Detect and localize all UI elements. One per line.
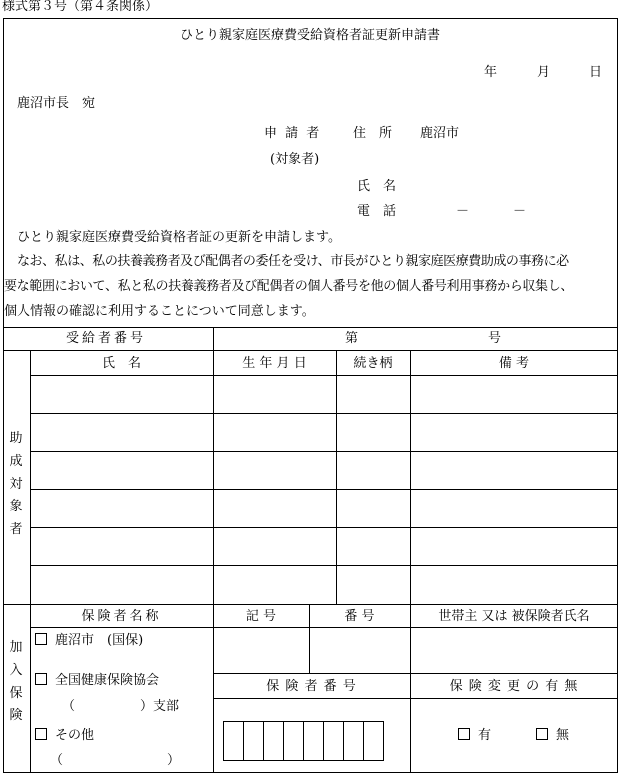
- insurer-name-header: 保険者名称: [81, 609, 162, 624]
- header-birthdate: 生 年 月 日: [242, 356, 307, 371]
- checkbox-icon[interactable]: [35, 673, 47, 685]
- phone-dash-1: －: [456, 204, 470, 219]
- digit-box[interactable]: [263, 721, 284, 761]
- checkbox-icon[interactable]: [536, 728, 548, 740]
- divider: [30, 565, 618, 566]
- change-yes-label: 有: [478, 728, 492, 743]
- header-name: 氏 名: [101, 356, 141, 371]
- body-p2-line3: 個人情報の確認に利用することについて同意します。: [4, 304, 315, 319]
- divider: [213, 327, 214, 350]
- divider: [30, 604, 31, 773]
- option-kokuho[interactable]: [35, 633, 143, 647]
- date-year: 年: [484, 65, 498, 80]
- divider: [213, 698, 618, 699]
- option-kyokai-label: 全国健康保険協会: [55, 673, 160, 688]
- header-relation: 続き柄: [353, 356, 393, 371]
- option-other[interactable]: [35, 728, 94, 742]
- number-header: 番 号: [344, 609, 375, 624]
- name-label: 氏 名: [357, 179, 397, 194]
- checkbox-icon[interactable]: [458, 728, 470, 740]
- date-day: 日: [589, 65, 603, 80]
- phone-label: 電 話: [357, 204, 397, 219]
- digit-box[interactable]: [303, 721, 324, 761]
- address-label: 住 所: [353, 126, 393, 141]
- divider: [30, 527, 618, 528]
- divider: [3, 327, 618, 328]
- change-yes[interactable]: [458, 728, 491, 742]
- recipient-go: 号: [488, 331, 502, 346]
- divider: [3, 350, 618, 351]
- divider: [30, 413, 618, 414]
- change-no[interactable]: [536, 728, 569, 742]
- insurer-number-header: 保 険 者 番 号: [266, 679, 357, 694]
- other-field: （ ）: [50, 753, 181, 768]
- digit-box[interactable]: [223, 721, 244, 761]
- digit-box[interactable]: [343, 721, 364, 761]
- digit-box[interactable]: [283, 721, 304, 761]
- divider: [30, 451, 618, 452]
- change-no-label: 無: [556, 728, 570, 743]
- date-month: 月: [537, 65, 551, 80]
- digit-box[interactable]: [323, 721, 344, 761]
- divider: [30, 627, 213, 628]
- body-p2-line2: 要な範囲において、私と私の扶養義務者及び配偶者の個人番号を他の個人番号利用事務から収集し、: [4, 279, 573, 294]
- body-p1: ひとり親家庭医療費受給資格者証の更新を申請します。: [17, 230, 341, 245]
- body-p2-line1: なお、私は、私の扶養義務者及び配偶者の委任を受け、市長がひとり親家庭医療費助成の事務に必: [17, 254, 569, 269]
- holder-header: 世帯主 又は 被保険者氏名: [438, 609, 590, 624]
- applicant-sub: (対象者): [270, 152, 320, 167]
- phone-dash-2: －: [513, 204, 527, 219]
- insurance-side-label: 加入保険: [9, 640, 23, 724]
- addressee: 鹿沼市長 宛: [17, 96, 96, 111]
- applicant-label: 申 請 者: [264, 126, 322, 141]
- divider: [213, 627, 618, 628]
- symbol-header: 記 号: [245, 609, 277, 624]
- address-value: 鹿沼市: [420, 126, 460, 141]
- branch-field: （ ）支部: [62, 699, 180, 714]
- checkbox-icon[interactable]: [35, 633, 47, 645]
- recipient-number-label: 受給者番号: [66, 331, 147, 346]
- checkbox-icon[interactable]: [35, 728, 47, 740]
- divider: [30, 489, 618, 490]
- divider: [3, 604, 618, 605]
- option-kokuho-label: 鹿沼市 (国保): [55, 633, 144, 648]
- divider: [213, 673, 618, 674]
- option-kyokai[interactable]: [35, 673, 159, 687]
- subjects-side-label: 助成対象者: [9, 431, 23, 537]
- digit-box[interactable]: [243, 721, 264, 761]
- digit-box[interactable]: [363, 721, 384, 761]
- recipient-dai: 第: [345, 331, 359, 346]
- divider: [30, 375, 618, 376]
- form-title: ひとり親家庭医療費受給資格者証更新申請書: [179, 28, 440, 43]
- form-number: 様式第３号（第４条関係）: [2, 0, 159, 14]
- header-remarks: 備 考: [498, 356, 530, 371]
- option-other-label: その他: [55, 728, 95, 743]
- change-header: 保 険 変 更 の 有 無: [449, 679, 579, 694]
